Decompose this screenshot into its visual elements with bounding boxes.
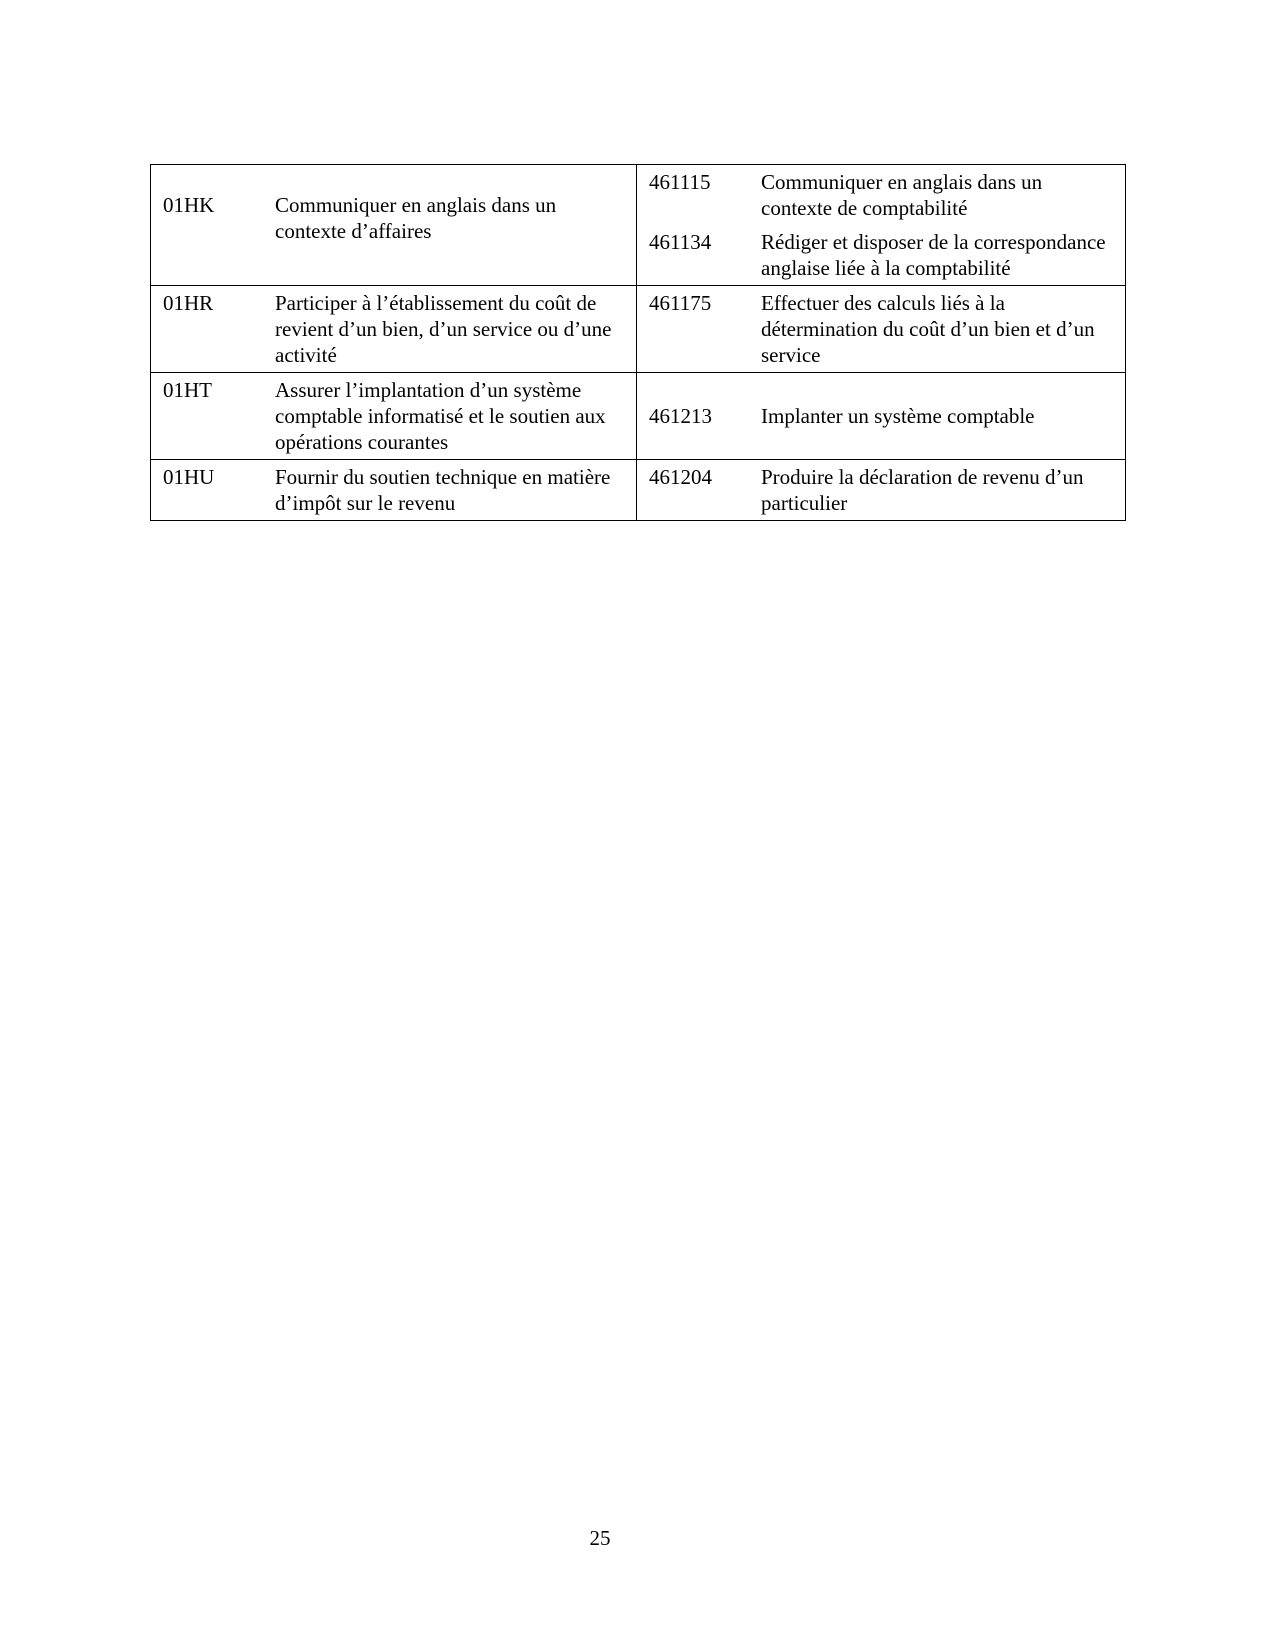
course-entry (637, 165, 1125, 221)
course-cell (637, 286, 1126, 373)
competency-description: Assurer l’implantation d’un système comptable informatisé et le soutien aux opérations courantes (275, 378, 606, 454)
course-cell (637, 165, 1126, 286)
course-title: Communiquer en anglais dans un contexte de comptabilité (761, 170, 1043, 220)
table-row (151, 165, 1126, 286)
course-title: Produire la déclaration de revenu d’un particulier (761, 465, 1084, 515)
competency-description: Participer à l’établissement du coût de revient d’un bien, d’un service ou d’une activité (275, 291, 612, 367)
course-code: 461175 (649, 291, 712, 315)
course-entry (637, 221, 1125, 285)
course-code: 461115 (649, 170, 711, 194)
course-code: 461134 (649, 230, 712, 254)
course-title: Effectuer des calculs liés à la détermination du coût d’un bien et d’un service (761, 291, 1095, 367)
competency-code: 01HK (163, 193, 215, 217)
program-competency-cell (151, 286, 637, 373)
table-row (151, 373, 1126, 460)
table-row (151, 286, 1126, 373)
course-title: Implanter un système comptable (761, 404, 1035, 428)
page-number: 25 (589, 1526, 611, 1550)
competency-description: Fournir du soutien technique en matière d’impôt sur le revenu (275, 465, 611, 515)
table-row (151, 460, 1126, 521)
program-competency-cell (151, 460, 637, 521)
competency-code: 01HU (163, 465, 215, 489)
course-title: Rédiger et disposer de la correspondance anglaise liée à la comptabilité (761, 230, 1106, 280)
competency-code: 01HT (163, 378, 212, 402)
competency-code: 01HR (163, 291, 214, 315)
program-competency-cell (151, 165, 637, 286)
course-code: 461204 (649, 465, 712, 489)
course-cell (637, 373, 1126, 460)
course-code: 461213 (649, 404, 712, 428)
program-competency-cell (151, 373, 637, 460)
competency-description: Communiquer en anglais dans un contexte d’affaires (275, 193, 557, 243)
course-cell (637, 460, 1126, 521)
competency-table (150, 164, 1126, 521)
